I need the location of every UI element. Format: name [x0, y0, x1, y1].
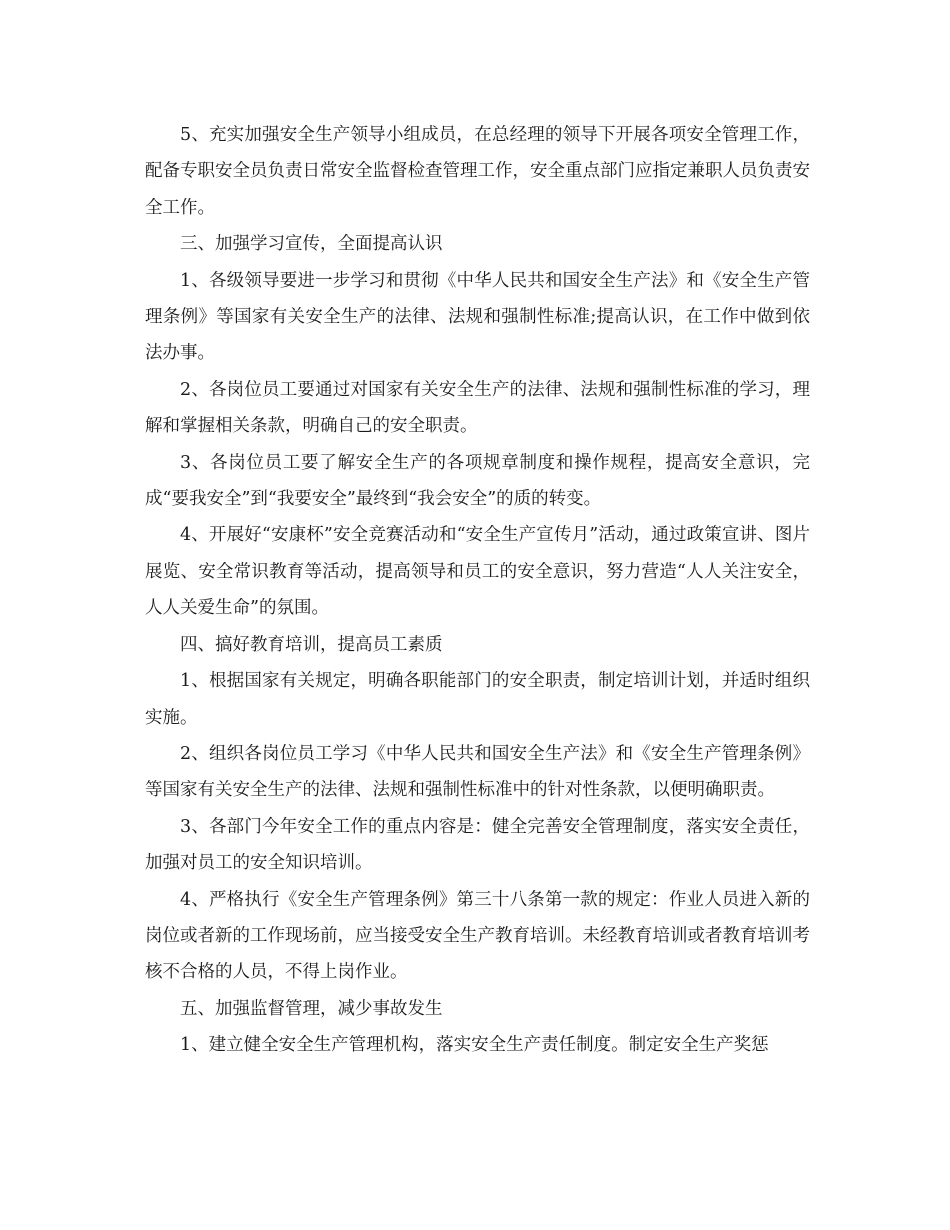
paragraph-3-2: 2、各岗位员工要通过对国家有关安全生产的法律、法规和强制性标准的学习，理解和掌握相关条款，明确自己的安全职责。	[145, 379, 810, 437]
section-heading-5: 五、加强监督管理，减少事故发生	[180, 998, 443, 1019]
paragraph-3-3: 3、各岗位员工要了解安全生产的各项规章制度和操作规程，提高安全意识，完成“要我安全”到“我要安全”最终到“我会安全”的质的转变。	[145, 452, 810, 510]
paragraph-4-2: 2、组织各岗位员工学习《中华人民共和国安全生产法》和《安全生产管理条例》等国家有关安全生产的法律、法规和强制性标准中的针对性条款，以便明确职责。	[145, 743, 810, 801]
section-heading-4: 四、搞好教育培训，提高员工素质	[180, 634, 443, 655]
paragraph-3-1: 1、各级领导要进一步学习和贯彻《中华人民共和国安全生产法》和《安全生产管理条例》等国家有关安全生产的法律、法规和强制性标准;提高认识，在工作中做到依法办事。	[145, 270, 810, 364]
section-heading-3: 三、加强学习宣传，全面提高认识	[180, 234, 443, 255]
paragraph-5-1: 1、建立健全安全生产管理机构，落实安全生产责任制度。制定安全生产奖惩	[180, 1035, 769, 1056]
paragraph-item-5-staffing: 5、充实加强安全生产领导小组成员，在总经理的领导下开展各项安全管理工作，配备专职安全员负责日常安全监督检查管理工作，安全重点部门应指定兼职人员负责安全工作。	[145, 125, 810, 218]
paragraph-3-4: 4、开展好“安康杯”安全竞赛活动和“安全生产宣传月”活动，通过政策宣讲、图片展览、安全常识教育等活动，提高领导和员工的安全意识，努力营造“人人关注安全，人人关爱生命”的氛围。	[145, 525, 810, 619]
paragraph-4-4: 4、严格执行《安全生产管理条例》第三十八条第一款的规定：作业人员进入新的岗位或者新的工作现场前，应当接受安全生产教育培训。未经教育培训或者教育培训考核不合格的人员，不得上岗作业。	[145, 889, 810, 983]
paragraph-4-1: 1、根据国家有关规定，明确各职能部门的安全职责，制定培训计划，并适时组织实施。	[145, 671, 810, 728]
paragraph-4-3: 3、各部门今年安全工作的重点内容是：健全完善安全管理制度，落实安全责任，加强对员工的安全知识培训。	[145, 816, 810, 874]
document-body	[145, 117, 810, 1064]
